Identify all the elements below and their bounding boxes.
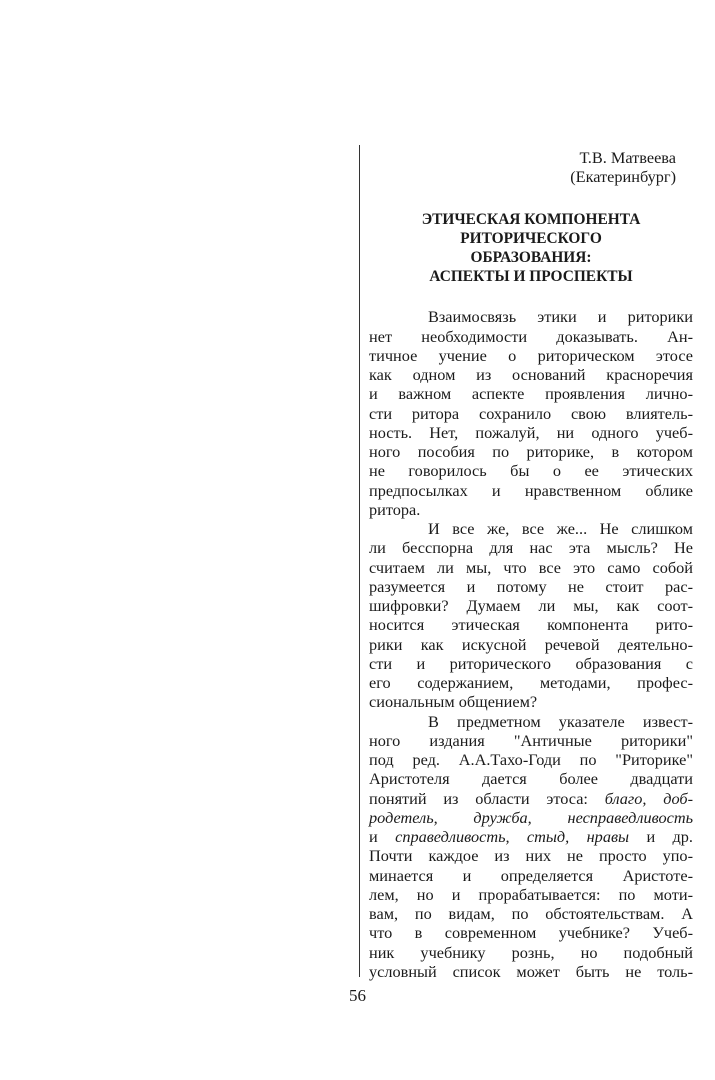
title-line: РИТОРИЧЕСКОГО: [460, 230, 602, 248]
text-line: ли бесспорна для нас эта мысль? Не: [369, 538, 693, 558]
text-line: предпосылках и нравственном облике: [369, 480, 693, 500]
text-line: что в современном учебнике? Учеб-: [369, 923, 693, 943]
text-line: ник учебнику рознь, но подобный: [369, 942, 693, 962]
title-line: ЭТИЧЕСКАЯ КОМПОНЕНТА: [421, 211, 641, 229]
text-fragment: и: [369, 827, 378, 847]
text-line: тичное учение о риторическом этосе: [369, 345, 693, 365]
text-line: Взаимосвязь этики и риторики: [428, 307, 693, 327]
author-block: [369, 148, 693, 186]
author-name: Т.В. Матвеева: [579, 148, 676, 167]
text-line: под ред. А.А.Тахо-Годи по "Риторике": [369, 750, 693, 770]
text-line: нет необходимости доказывать. Ан-: [369, 326, 693, 346]
text-line: сти и риторического образования с: [369, 653, 693, 673]
text-line: сти ритора сохранило свою влиятель-: [369, 403, 693, 423]
article-title: [369, 210, 693, 286]
text-line: лем, но и прорабатывается: по моти-: [369, 884, 693, 904]
text-line: минается и определяется Аристоте-: [369, 865, 693, 885]
text-line: И все же, все же... Не слишком: [428, 519, 693, 539]
text-line: сиональным общением?: [369, 692, 538, 712]
text-line: носится этическая компонента рито-: [369, 615, 693, 635]
text-fragment: понятий из области этоса:: [369, 788, 588, 808]
text-line: [369, 808, 693, 827]
text-line: шифровки? Думаем ли мы, как соот-: [369, 596, 693, 616]
paragraph-1: [369, 307, 693, 519]
text-line: ного издания "Античные риторики": [369, 730, 693, 750]
title-line: ОБРАЗОВАНИЯ:: [470, 249, 592, 267]
text-line: рики как искусной речевой деятельно-: [369, 634, 693, 654]
margin-rule: [359, 145, 360, 977]
italic-term: справедливость, стыд, нравы: [395, 827, 630, 847]
page-number: 56: [349, 986, 366, 1005]
italic-term: родетель, дружба, несправедливость: [369, 807, 693, 827]
text-line: Почти каждое из них не просто упо-: [369, 846, 693, 866]
text-line: ритора.: [369, 499, 421, 519]
text-line: разумеется и потому не стоит рас-: [369, 576, 693, 596]
text-line: считаем ли мы, что все это само собой: [369, 557, 693, 577]
text-line: и важном аспекте проявления лично-: [369, 384, 693, 404]
paragraph-3: [369, 712, 693, 982]
author-city: (Екатеринбург): [570, 167, 676, 187]
text-line: Аристотеля дается более двадцати: [369, 769, 693, 789]
italic-term: благо, доб-: [604, 788, 693, 808]
text-line: вам, по видам, по обстоятельствам. А: [369, 904, 693, 924]
text-fragment: и др.: [646, 827, 694, 847]
text-line: не говорилось бы о ее этических: [369, 461, 693, 481]
text-line: В предметном указателе извест-: [428, 711, 693, 731]
article-column: [369, 148, 693, 981]
text-line: как одном из оснований красноречия: [369, 365, 693, 385]
text-line: условный список может быть не толь-: [369, 961, 693, 981]
text-line: его содержанием, методами, профес-: [369, 673, 693, 693]
text-line: ность. Нет, пожалуй, ни одного учеб-: [369, 422, 693, 442]
text-line: [369, 827, 693, 846]
article-body: [369, 307, 693, 981]
text-line: ного пособия по риторике, в котором: [369, 442, 693, 462]
paragraph-2: [369, 519, 693, 712]
title-line: АСПЕКТЫ И ПРОСПЕКТЫ: [429, 268, 633, 286]
text-line: [369, 789, 693, 808]
